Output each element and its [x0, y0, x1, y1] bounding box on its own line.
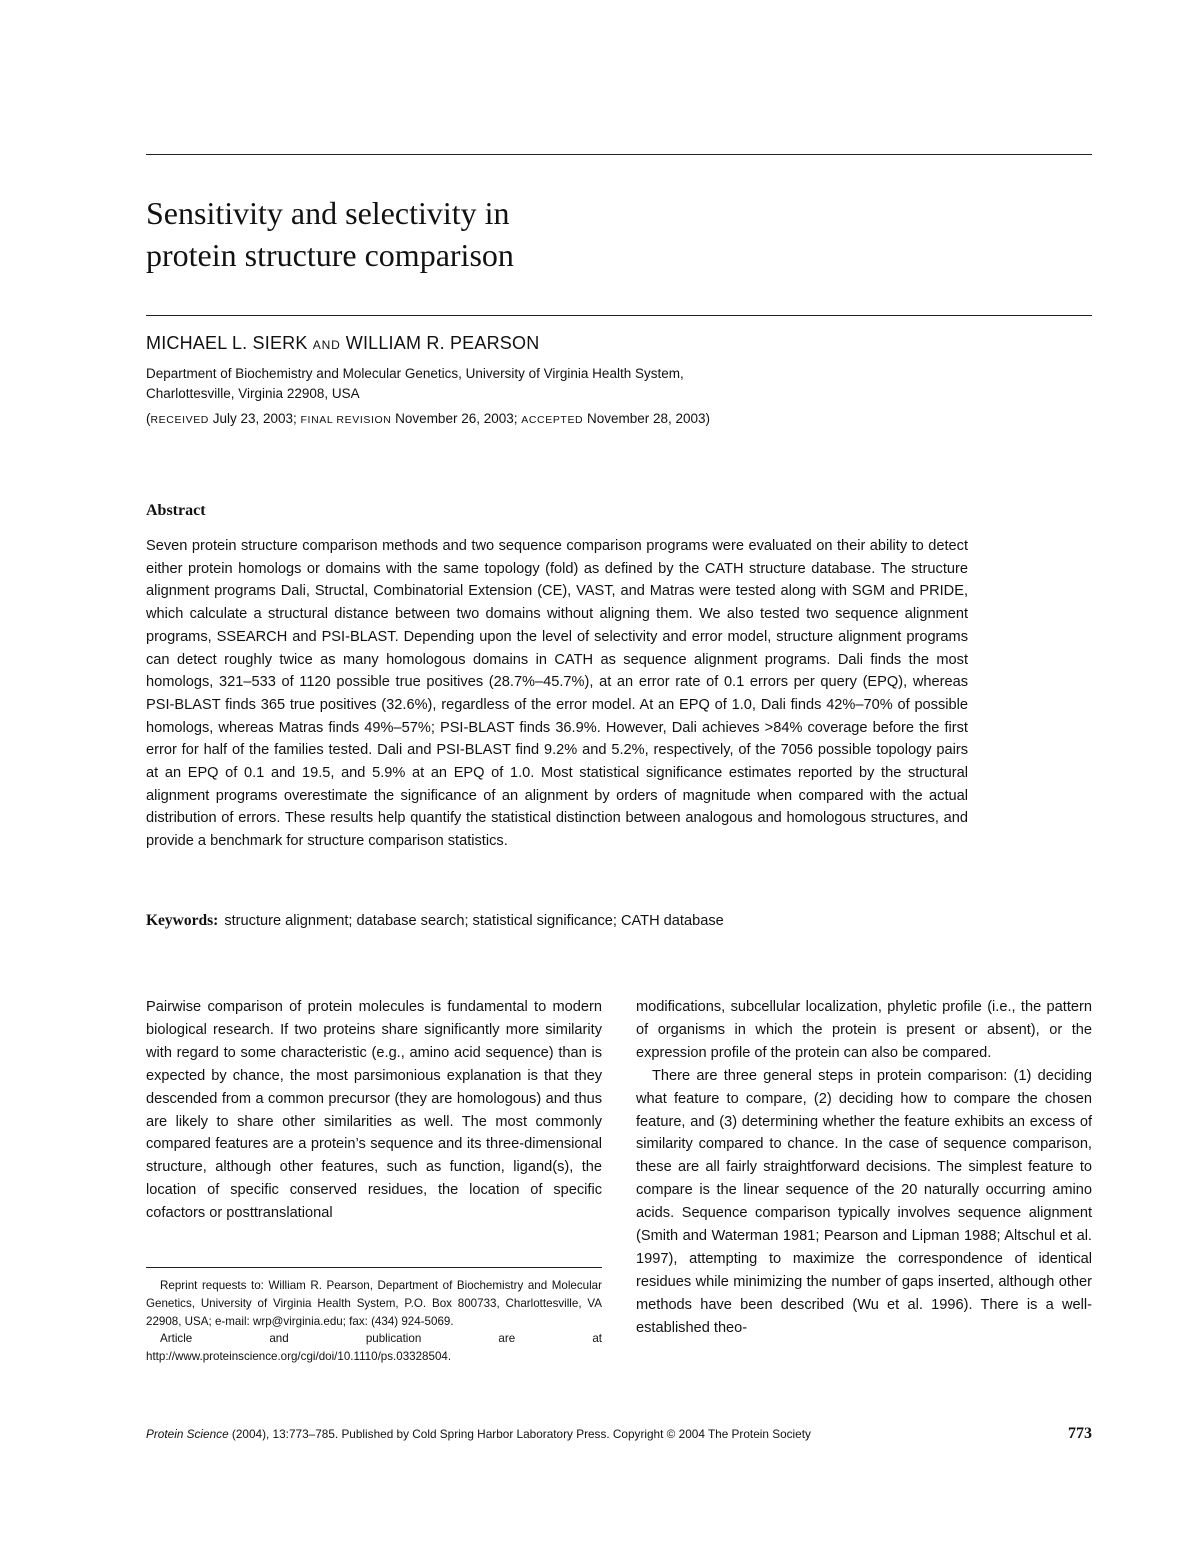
- keywords: [146, 910, 968, 932]
- body-paragraph: There are three general steps in protein comparison: (1) deciding what feature to compare, (2) deciding how to compare the chosen feature, and (3) determining whether the feature exhibits an excess of similarity compared to chance. In the case of sequence comparison, these are all fairly straightforward decisions. The simplest feature to compare is the linear sequence of the 20 naturally occurring amino acids. Sequence comparison typically involves sequence alignment (Smith and Waterman 1981; Pearson and Lipman 1988; Altschul et al. 1997), attempting to maximize the correspondence of identical residues while minimizing the number of gaps inserted, although other methods have been described (Wu et al. 1996). There is a well-established theo-: [636, 1067, 1092, 1336]
- affiliation-line-1: Department of Biochemistry and Molecular Genetics, University of Virginia Health System,: [146, 366, 684, 381]
- title-line-1: Sensitivity and selectivity in: [146, 195, 510, 231]
- author-2: WILLIAM R. PEARSON: [345, 333, 540, 353]
- article-url-note: Article and publication are at http://www.proteinscience.org/cgi/doi/10.1110/ps.03328504.: [146, 1332, 602, 1364]
- final-revision-date: November 26, 2003;: [391, 411, 522, 426]
- body-paragraph: Pairwise comparison of protein molecules is fundamental to modern biological research. If two proteins share significantly more similarity with regard to some characteristic (e.g., amino acid sequence) than is expected by chance, the most parsimonious explanation is that they descended from a common precursor (they are homologous) and thus are likely to share other similarities as well. The most commonly compared features are a protein’s sequence and its three-dimensional structure, although other features, such as function, ligand(s), the location of specific conserved residues, the location of specific cofactors or posttranslational: [146, 999, 602, 1222]
- keywords-list: structure alignment; database search; statistical significance; CATH database: [224, 913, 724, 929]
- abstract-text: Seven protein structure comparison methods and two sequence comparison programs were evaluated on their ability to detect either protein homologs or domains with the same topology (fold) as defined by the CATH structure database. The structure alignment programs Dali, Structal, Combinatorial Extension (CE), VAST, and Matras were tested along with SGM and PRIDE, which calculate a structural distance between two domains without aligning them. We also tested two sequence alignment programs, SSEARCH and PSI-BLAST. Depending upon the level of selectivity and error model, structure alignment programs can detect roughly twice as many homologous domains in CATH as sequence alignment programs. Dali finds the most homologs, 321–533 of 1120 possible true positives (28.7%–45.7%), at an error rate of 0.1 errors per query (EPQ), whereas PSI-BLAST finds 365 true positives (32.6%), regardless of the error model. At an EPQ of 1.0, Dali finds 42%–70% of possible homologs, whereas Matras finds 49%–57%; PSI-BLAST finds 36.9%. However, Dali achieves >84% coverage before the first error for half of the families tested. Dali and PSI-BLAST find 9.2% and 5.2%, respectively, of the 7056 possible topology pairs at an EPQ of 0.1 and 19.5, and 5.9% at an EPQ of 1.0. Most statistical significance estimates reported by the structural alignment programs overestimate the significance of an alignment by orders of magnitude when compared with the actual distribution of errors. These results help quantify the statistical distinction between analogous and homologous structures, and provide a benchmark for structure comparison statistics.: [146, 538, 968, 850]
- article-title: [146, 192, 1046, 276]
- citation: (2004), 13:773–785. Published by Cold Spring Harbor Laboratory Press. Copyright © 2004 The Protein Society: [228, 1427, 811, 1441]
- author-list: [146, 333, 539, 354]
- submission-dates: [146, 409, 1046, 430]
- accepted-label: ACCEPTED: [521, 414, 584, 426]
- top-rule: [146, 154, 1092, 155]
- received-date: July 23, 2003;: [208, 411, 301, 426]
- affiliation-line-2: Charlottesville, Virginia 22908, USA: [146, 386, 360, 401]
- received-label: RECEIVED: [150, 414, 209, 426]
- dates-open-paren: (: [146, 411, 151, 426]
- page-footer: [146, 1425, 1092, 1443]
- body-column-right: [636, 996, 1092, 1340]
- accepted-date: November 28, 2003): [583, 411, 711, 426]
- body-paragraph: modifications, subcellular localization, phyletic profile (i.e., the pattern of organisms in which the protein is present or absent), or the expression profile of the protein can also be compared.: [636, 999, 1092, 1061]
- abstract-heading: Abstract: [146, 502, 206, 519]
- body-column-left: [146, 996, 602, 1225]
- journal-name: Protein Science: [146, 1427, 229, 1441]
- page-number: 773: [1068, 1425, 1092, 1442]
- author-conjunction: AND: [312, 338, 341, 352]
- title-rule: [146, 315, 1092, 316]
- reprint-note: Reprint requests to: William R. Pearson, Department of Biochemistry and Molecular Genetics, University of Virginia Health System, P.O. Box 800733, Charlottesville, VA 22908, USA; e-mail: wrp@virginia.edu; fax: (434) 924-5069.: [146, 1279, 602, 1328]
- final-revision-label: FINAL REVISION: [300, 414, 392, 426]
- title-line-2: protein structure comparison: [146, 237, 514, 273]
- footnote: [146, 1277, 602, 1366]
- footnote-rule: [146, 1267, 602, 1268]
- keywords-label: Keywords:: [146, 912, 219, 929]
- affiliation: [146, 364, 1046, 404]
- author-1: MICHAEL L. SIERK: [146, 333, 308, 353]
